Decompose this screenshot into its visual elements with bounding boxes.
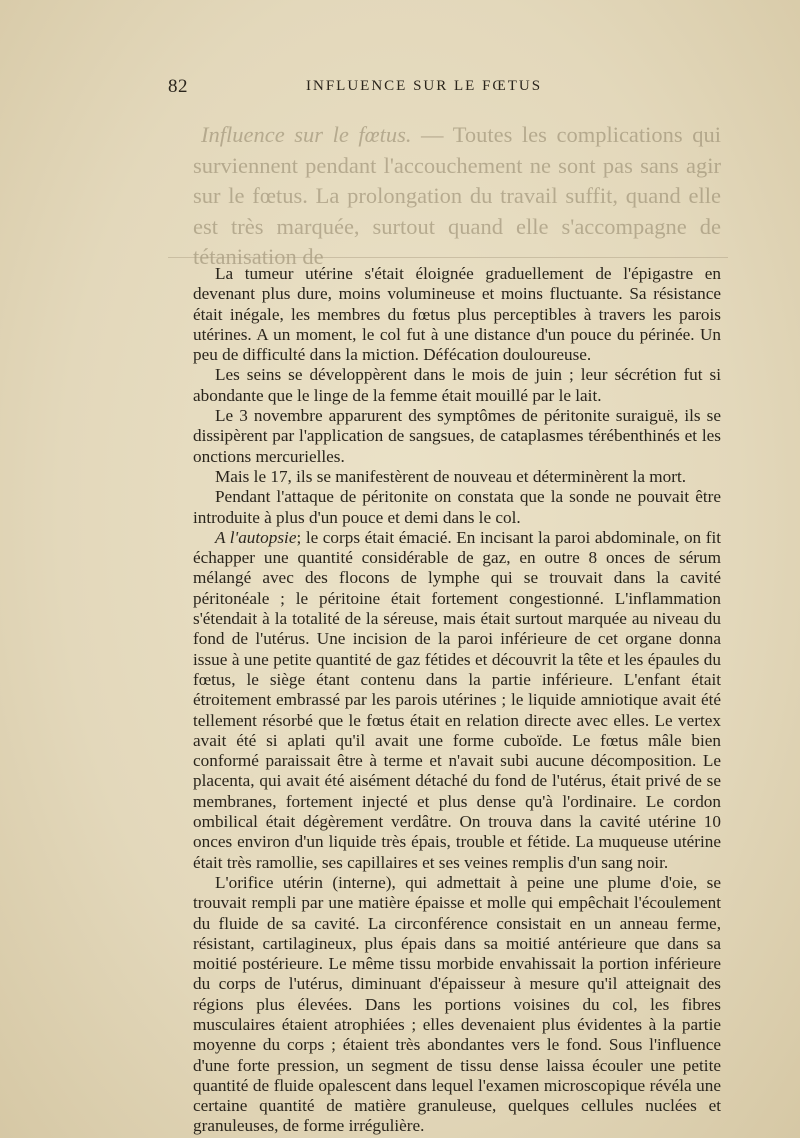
- paragraph-orifice: L'orifice utérin (interne), qui admettait à peine une plume d'oie, se trouvait rempli par une matière épaisse et molle qui empêchait l'écoulement du fluide de sa cavité. La circonférence consistait en un anneau ferme, résistant, cartilagineux, plus épais dans sa moitié antérieure que dans sa moitié postérieure. Le même tissu morbide envahissait la portion inférieure du corps de l'utérus, diminuant d'épaisseur à mesure qu'il atteignait des régions plus élevées. Dans les portions voisines du col, les fibres musculaires étaient atrophiées ; elles devenaient plus évidentes à la partie moyenne du corps ; étaient très abondantes vers le fond. Sous l'influence d'une forte pression, un segment de tissu dense laissa écouler une petite quantité de fluide opalescent dans lequel l'examen microscopique révéla une certaine quantité de matière granuleuse, quelques cellules nuclées et granuleuses, de forme irrégulière.: [193, 872, 721, 1136]
- paragraph-peritonite: Pendant l'attaque de péritonite on constata que la sonde ne pouvait être introduite à plus d'un pouce et demi dans le col.: [193, 487, 721, 527]
- body-text: [193, 264, 721, 1137]
- autopsie-label: A l'autopsie: [215, 527, 297, 547]
- section-label: Influence sur le fœtus.: [201, 122, 412, 147]
- paragraph-mort: Mais le 17, ils se manifestèrent de nouveau et déterminèrent la mort.: [215, 466, 687, 486]
- bleed-through-text: [193, 120, 721, 273]
- running-head: INFLUENCE SUR LE FŒTUS: [306, 78, 543, 94]
- page-number: 82: [168, 76, 188, 97]
- divider: [168, 257, 728, 258]
- paragraph-autopsie: [193, 528, 721, 873]
- bleed-through-paragraph: [193, 120, 721, 273]
- paragraph-seins: Les seins se développèrent dans le mois de juin ; leur sécrétion fut si abondante que le linge de la femme était mouillé par le lait.: [193, 365, 721, 405]
- paragraph-tumeur: La tumeur utérine s'était éloignée graduellement de l'épigastre en devenant plus dure, moins volumineuse et moins fluctuante. Sa résistance était inégale, les membres du fœtus plus perceptibles à travers les parois utérines. A un moment, le col fut à une distance d'un pouce du périnée. Un peu de difficulté dans la miction. Défécation douloureuse.: [193, 264, 721, 365]
- autopsie-text: ; le corps était émacié. En incisant la paroi abdominale, on fit échapper une quantité considérable de gaz, en outre 8 onces de sérum mélangé avec des flocons de lymphe qui se trouvait dans la cavité péritonéale ; le péritoine était fortement congestionné. L'inflammation s'étendait à la totalité de la séreuse, mais était surtout marquée au niveau du fond de l'utérus. Une incision de la paroi inférieure de cet organe donna issue à une petite quantité de gaz fétides et découvrit la tête et les épaules du fœtus, le siège étant contenu dans la partie inférieure. L'enfant était étroitement embrassé par les parois utérines ; le liquide amniotique avait été tellement résorbé que le fœtus était en relation directe avec elles. Le vertex avait été si aplati qu'il avait une forme cuboïde. Le fœtus mâle bien conformé paraissait être à terme et n'avait subi aucune décomposition. Le placenta, qui avait été aisément détaché du fond de l'utérus, était privé de se membranes, fortement injecté et plus dense qu'à l'ordinaire. Le cordon ombilical était dégèrement verdâtre. On trouva dans la cavité utérine 10 onces environ d'un liquide très épais, trouble et fétide. La muqueuse utérine était très ramollie, ses capillaires et ses veines remplis d'un sang noir.: [193, 527, 721, 872]
- page-header: [168, 76, 728, 102]
- section-text: — Toutes les complications qui surviennent pendant l'accouchement ne sont pas sans agir sur le fœtus. La prolongation du travail suffit, quand elle est très marquée, surtout quand elle s'accompagne de tétanisation de: [193, 122, 721, 269]
- paragraph-novembre: Le 3 novembre apparurent des symptômes de péritonite suraiguë, ils se dissipèrent par l'application de sangsues, de cataplasmes térébenthinés et les onctions mercurielles.: [193, 406, 721, 466]
